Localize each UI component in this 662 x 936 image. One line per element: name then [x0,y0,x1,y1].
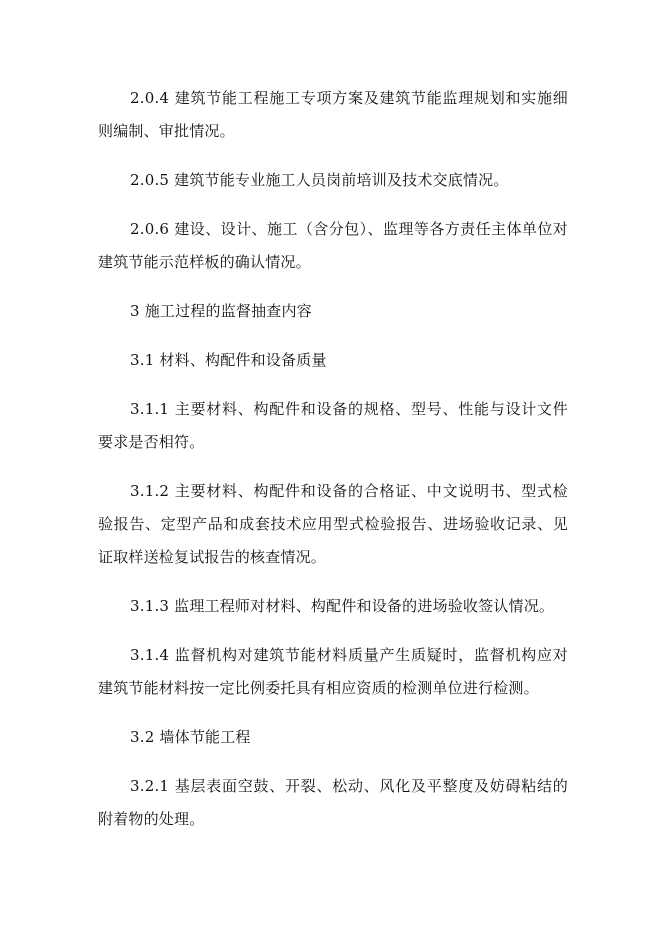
paragraph-2-0-4: 2.0.4 建筑节能工程施工专项方案及建筑节能监理规划和实施细则编制、审批情况。 [98,89,568,140]
paragraph-3-1-2: 3.1.2 主要材料、构配件和设备的合格证、中文说明书、型式检验报告、定型产品和成套技术应用型式检验报告、进场验收记录、见证取样送检复试报告的核查情况。 [98,482,568,566]
paragraph-2-0-6: 2.0.6 建设、设计、施工（含分包）、监理等各方责任主体单位对建筑节能示范样板的确认情况。 [98,220,568,271]
paragraph-3-1-4: 3.1.4 监督机构对建筑节能材料质量产生质疑时，监督机构应对建筑节能材料按一定比例委托具有相应资质的检测单位进行检测。 [98,646,568,697]
paragraph-3-1-1: 3.1.1 主要材料、构配件和设备的规格、型号、性能与设计文件要求是否相符。 [98,400,568,451]
section-heading-3: 3 施工过程的监督抽查内容 [130,302,312,320]
paragraph-3-1-3: 3.1.3 监理工程师对材料、构配件和设备的进场验收签认情况。 [130,597,555,615]
document-body [98,82,568,852]
paragraph-3-2-1: 3.2.1 基层表面空鼓、开裂、松动、风化及平整度及妨碍粘结的附着物的处理。 [98,777,568,828]
section-heading-3-1: 3.1 材料、构配件和设备质量 [130,351,327,369]
section-heading-3-2: 3.2 墙体节能工程 [130,728,251,746]
paragraph-2-0-5: 2.0.5 建筑节能专业施工人员岗前培训及技术交底情况。 [130,171,509,189]
